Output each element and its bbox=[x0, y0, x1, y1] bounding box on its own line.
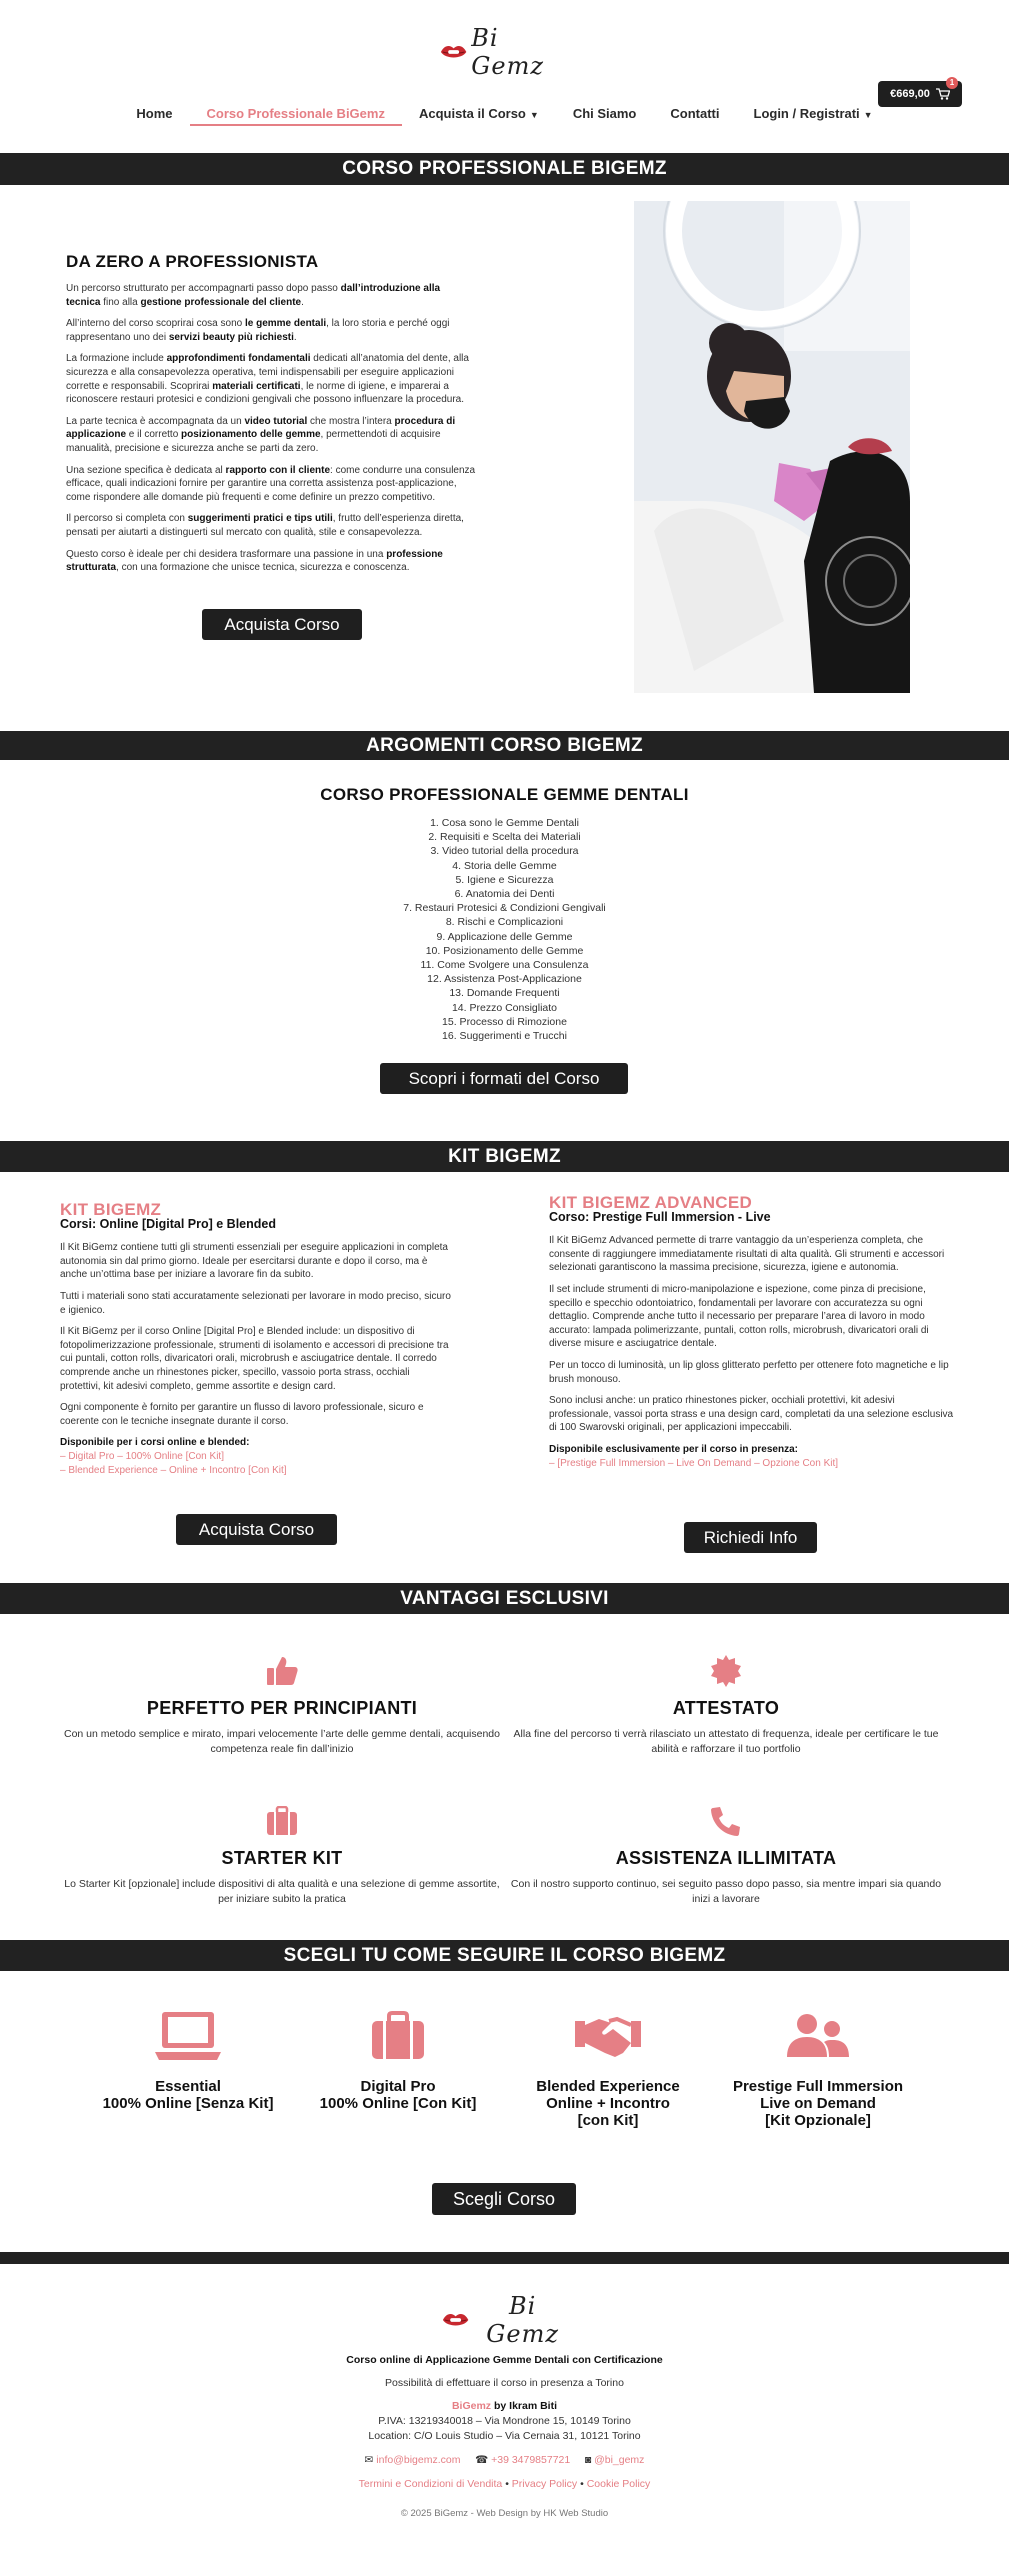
kit-right-title: KIT BIGEMZ ADVANCED bbox=[549, 1193, 753, 1212]
list-item: 8. Rischi e Complicazioni bbox=[445, 916, 564, 929]
list-item: 3. Video tutorial della procedura bbox=[430, 845, 579, 858]
format-label: Essential 100% Online [Senza Kit] bbox=[102, 2078, 274, 2112]
footer-copyright: © 2025 BiGemz - Web Design by HK Web Studio bbox=[400, 2508, 609, 2519]
kit-left-avail-link[interactable]: – Digital Pro – 100% Online [Con Kit] bbox=[60, 1450, 224, 1462]
nav-corso-professionale[interactable]: Corso Professionale BiGemz bbox=[190, 104, 402, 126]
kit-left-paragraph: Il Kit BiGemz per il corso Online [Digital Pro] e Blended include: un dispositivo di fotopolimerizzazione professionale, strumenti di isolamento e accessori di precisione tra cui puntali, cotton rolls, divaricatori orali, microbrush e asciugatrice dentale. Il corredo comprende anche un rhinestones picker, specillo, vassoio porta strass, occhiali protettivi, kit adesivi completo, gemme assortite e design card. bbox=[60, 1326, 449, 1392]
users-icon bbox=[785, 2013, 851, 2059]
logo-text: Bi Gemz bbox=[471, 24, 545, 80]
advantage-text: Lo Starter Kit [opzionale] include dispositivi di alta qualità e una selezione di gemme assortite, per iniziare subito la pratica bbox=[64, 1878, 500, 1905]
footer-brand: BiGemz bbox=[451, 2400, 492, 2412]
format-card[interactable] bbox=[708, 2008, 928, 2129]
list-item: 13. Domande Frequenti bbox=[449, 987, 560, 1000]
nav-chi-siamo[interactable]: Chi Siamo bbox=[572, 106, 637, 121]
argomenti-title: CORSO PROFESSIONALE GEMME DENTALI bbox=[320, 785, 689, 804]
privacy-link[interactable]: Privacy Policy bbox=[511, 2478, 578, 2490]
format-label: Digital Pro 100% Online [Con Kit] bbox=[319, 2078, 477, 2112]
kit-left-paragraph: Il Kit BiGemz contiene tutti gli strumenti essenziali per eseguire applicazioni in completa autonomia sin dal primo giorno. Ideale per esercitarsi durante e dopo il corso, ma è anche un’ottima base per iniziare a lavorare fin da subito. bbox=[60, 1242, 448, 1281]
list-item: 7. Restauri Protesici & Condizioni Gengivali bbox=[403, 902, 606, 915]
hero-photo-illustration bbox=[634, 201, 910, 693]
kit-left-avail-link[interactable]: – Blended Experience – Online + Incontro [Con Kit] bbox=[60, 1464, 287, 1476]
scopri-formati-button[interactable]: Scopri i formati del Corso bbox=[380, 1063, 628, 1094]
kit-acquista-button[interactable]: Acquista Corso bbox=[176, 1514, 337, 1545]
chevron-down-icon: ▼ bbox=[863, 110, 873, 120]
format-label: Prestige Full Immersion Live on Demand [Kit Opzionale] bbox=[732, 2078, 904, 2129]
list-item: 16. Suggerimenti e Trucchi bbox=[442, 1030, 567, 1043]
instagram-icon: ◙ bbox=[584, 2454, 592, 2466]
site-header bbox=[0, 0, 1009, 150]
chevron-down-icon: ▼ bbox=[529, 110, 539, 120]
section1-paragraph: All’interno del corso scoprirai cosa sono le gemme dentali, la loro storia e perché oggi rappresentano uno dei servizi beauty più richiesti. bbox=[66, 318, 450, 343]
hero-photo bbox=[634, 201, 910, 693]
site-logo[interactable] bbox=[440, 24, 570, 80]
kit-right-avail-link[interactable]: – [Prestige Full Immersion – Live On Demand – Opzione Con Kit] bbox=[549, 1457, 839, 1469]
list-item: 12. Assistenza Post-Applicazione bbox=[427, 973, 582, 986]
kit-left-title: KIT BIGEMZ bbox=[60, 1200, 162, 1219]
laptop-icon bbox=[155, 2010, 221, 2062]
kit-left-column bbox=[60, 1200, 452, 1477]
list-item: 2. Requisiti e Scelta dei Materiali bbox=[428, 831, 581, 844]
section-band-vantaggi: VANTAGGI ESCLUSIVI bbox=[0, 1583, 1009, 1614]
cart-icon bbox=[936, 88, 950, 100]
cookie-link[interactable]: Cookie Policy bbox=[586, 2478, 651, 2490]
kit-right-subtitle: Corso: Prestige Full Immersion - Live bbox=[549, 1209, 771, 1224]
kit-right-avail-label: Disponibile esclusivamente per il corso in presenza: bbox=[549, 1443, 798, 1455]
list-item: 15. Processo di Rimozione bbox=[442, 1015, 567, 1028]
main-nav bbox=[0, 104, 1009, 126]
footer-phone[interactable]: +39 3479857721 bbox=[491, 2454, 571, 2466]
footer-instagram[interactable]: @bi_gemz bbox=[594, 2454, 645, 2466]
section1-paragraph: Questo corso è ideale per chi desidera trasformare una passione in una professione strutturata, con una formazione che unisce tecnica, sicurezza e conoscenza. bbox=[66, 548, 443, 574]
section-band-argomenti: ARGOMENTI CORSO BIGEMZ bbox=[0, 731, 1009, 760]
list-item: 1. Cosa sono le Gemme Dentali bbox=[430, 817, 579, 829]
footer-piva: P.IVA: 13219340018 – Via Mondrone 15, 10149 Torino bbox=[378, 2415, 631, 2427]
advantage-title: PERFETTO PER PRINCIPIANTI bbox=[146, 1698, 418, 1718]
list-item: 5. Igiene e Sicurezza bbox=[455, 873, 554, 886]
lips-icon bbox=[440, 42, 467, 62]
kit-right-paragraph: Per un tocco di luminosità, un lip gloss glitterato perfetto per ottenere foto magnetiche e lip brush monouso. bbox=[549, 1359, 949, 1385]
separator: • bbox=[505, 2478, 509, 2490]
format-card[interactable] bbox=[78, 2008, 298, 2112]
list-item: 10. Posizionamento delle Gemme bbox=[425, 944, 584, 957]
briefcase-icon bbox=[266, 1806, 298, 1836]
advantage-text: Alla fine del percorso ti verrà rilasciato un attestato di frequenza, ideale per certificare le tue abilità e rafforzare il tuo portfolio bbox=[513, 1728, 939, 1755]
kit-right-paragraph: Sono inclusi anche: un pratico rhinestones picker, occhiali protettivi, kit adesivi professionale, vassoi porta strass e una design card, completati da una selezione esclusiva di 100 Swarovski originali, per applicazioni impeccabili. bbox=[549, 1395, 954, 1434]
kit-left-availability bbox=[60, 1436, 452, 1477]
advantage-text: Con il nostro supporto continuo, sei seguito passo dopo passo, sia mentre impari sia quando inizi a lavorare bbox=[510, 1878, 942, 1905]
handshake-icon bbox=[575, 2013, 641, 2059]
richiedi-info-button[interactable]: Richiedi Info bbox=[684, 1522, 817, 1553]
footer-logo[interactable] bbox=[442, 2292, 572, 2348]
section1-paragraph: La parte tecnica è accompagnata da un video tutorial che mostra l’intera procedura di applicazione e il corretto posizionamento delle gemme, permettendoti di acquisire manualità, precisione e sicurezza anche se parti da zero. bbox=[66, 415, 456, 454]
list-item: 4. Storia delle Gemme bbox=[452, 859, 557, 872]
argomenti-list bbox=[0, 816, 1009, 1043]
cart-count-badge: 1 bbox=[946, 77, 958, 89]
logo-text: Bi Gemz bbox=[486, 2292, 560, 2348]
list-item: 9. Applicazione delle Gemme bbox=[436, 930, 573, 943]
footer-brand-line bbox=[0, 2400, 1009, 2412]
kit-left-subtitle: Corsi: Online [Digital Pro] e Blended bbox=[60, 1216, 276, 1231]
terms-link[interactable]: Termini e Condizioni di Vendita bbox=[358, 2478, 503, 2490]
cart-button[interactable] bbox=[878, 78, 962, 107]
list-item: 14. Prezzo Consigliato bbox=[451, 1001, 558, 1014]
format-card[interactable] bbox=[498, 2008, 718, 2129]
footer-legal-links bbox=[0, 2478, 1009, 2490]
lips-icon bbox=[442, 2310, 469, 2330]
separator: • bbox=[580, 2478, 584, 2490]
thumbs-up-icon bbox=[265, 1655, 299, 1687]
nav-login-label: Login / Registrati bbox=[753, 106, 860, 121]
list-item: 11. Come Svolgere una Consulenza bbox=[420, 959, 589, 972]
footer-by: by Ikram Biti bbox=[491, 2400, 558, 2412]
kit-left-paragraph: Ogni componente è fornito per garantire un flusso di lavoro professionale, sicuro e coerente con le tecniche insegnate durante il corso. bbox=[60, 1402, 424, 1427]
section1-paragraph: Un percorso strutturato per accompagnarti passo dopo passo dall’introduzione alla tecnica fino alla gestione professionale del cliente. bbox=[66, 283, 441, 308]
kit-right-paragraph: Il Kit BiGemz Advanced permette di trarre vantaggio da un’esperienza completa, che consente di raggiungere immediatamente risultati di alta qualità. Gli strumenti e accessori selezionati garantiscono la massima precisione, sicurezza, igiene e autonomia. bbox=[549, 1235, 945, 1274]
nav-acquista[interactable] bbox=[402, 104, 556, 126]
advantage-title: ATTESTATO bbox=[672, 1698, 780, 1718]
footer-location: Location: C/O Louis Studio – Via Cernaia 31, 10121 Torino bbox=[368, 2430, 641, 2442]
advantage-text: Con un metodo semplice e mirato, impari velocemente l’arte delle gemme dentali, acquisendo competenza reale fin dall’inizio bbox=[64, 1728, 500, 1755]
kit-left-avail-label: Disponibile per i corsi online e blended: bbox=[60, 1437, 250, 1449]
footer-tagline: Corso online di Applicazione Gemme Dentali con Certificazione bbox=[346, 2354, 663, 2366]
section1-paragraph: La formazione include approfondimenti fondamentali dedicati all’anatomia del dente, alla sicurezza e alla consapevolezza operativa, temi indispensabili per eseguire applicazioni corrette e responsabili. Scoprirai materiali certificati, le norme di igiene, e imparerai a riconoscere restauri protesici e condizioni gengivali che possono influenzare la procedura. bbox=[66, 353, 469, 406]
acquista-corso-button[interactable]: Acquista Corso bbox=[202, 609, 362, 640]
nav-acquista-label: Acquista il Corso bbox=[418, 106, 526, 121]
section1-text bbox=[66, 282, 476, 583]
footer-line2: Possibilità di effettuare il corso in presenza a Torino bbox=[385, 2377, 624, 2389]
list-item: 6. Anatomia dei Denti bbox=[454, 888, 555, 901]
advantage-card bbox=[60, 1654, 504, 1756]
kit-right-column bbox=[549, 1193, 957, 1470]
kit-left-paragraph: Tutti i materiali sono stati accuratamente selezionati per lavorare in modo preciso, sicuro e igienico. bbox=[60, 1290, 451, 1316]
section-band-formati: SCEGLI TU COME SEGUIRE IL CORSO BIGEMZ bbox=[0, 1940, 1009, 1971]
scegli-corso-button[interactable]: Scegli Corso bbox=[432, 2183, 576, 2215]
section-band-kit: KIT BIGEMZ bbox=[0, 1141, 1009, 1172]
section1-title: DA ZERO A PROFESSIONISTA bbox=[66, 252, 319, 271]
footer-contacts bbox=[0, 2454, 1009, 2466]
kit-right-availability bbox=[549, 1443, 957, 1470]
advantage-card bbox=[504, 1804, 948, 1906]
briefcase-icon bbox=[370, 2011, 426, 2061]
nav-home[interactable]: Home bbox=[136, 106, 173, 121]
section1-paragraph: Il percorso si completa con suggerimenti pratici e tips utili, frutto dell’esperienza diretta, pensati per aiutarti a distinguerti sul mercato con qualità, stile e consapevolezza. bbox=[66, 513, 464, 538]
advantage-card bbox=[504, 1654, 948, 1756]
format-label: Blended Experience Online + Incontro [con Kit] bbox=[536, 2078, 680, 2129]
cart-total: €669,00 bbox=[890, 88, 930, 100]
certificate-icon bbox=[709, 1654, 743, 1688]
footer-email[interactable]: info@bigemz.com bbox=[376, 2454, 461, 2466]
advantage-title: STARTER KIT bbox=[221, 1848, 343, 1868]
site-footer bbox=[0, 2258, 1009, 2560]
phone-icon: ☎ bbox=[475, 2454, 489, 2466]
section1-paragraph: Una sezione specifica è dedicata al rapporto con il cliente: come condurre una consulenza efficace, quali indicazioni fornire per garantire una corretta assistenza post-applicazione, come rispondere alle domande più frequenti e come definire un prezzo competitivo. bbox=[66, 464, 476, 503]
advantage-title: ASSISTENZA ILLIMITATA bbox=[615, 1848, 837, 1868]
mail-icon: ✉ bbox=[364, 2454, 374, 2466]
section-band-corso: CORSO PROFESSIONALE BIGEMZ bbox=[0, 153, 1009, 185]
nav-contatti[interactable]: Contatti bbox=[670, 106, 720, 121]
advantage-card bbox=[60, 1804, 504, 1906]
format-card[interactable] bbox=[288, 2008, 508, 2112]
nav-login[interactable] bbox=[737, 104, 890, 126]
kit-right-paragraph: Il set include strumenti di micro-manipolazione e ispezione, come pinza di precisione, specillo e specchio odontoiatrico, fondamentali per lavorare con accuratezza su ogni dettaglio. Comprende anche tutto il necessario per preparare l’area di lavoro in modo accurato: lampada polimerizzante, puntali, cotton rolls, microbrush, divaricatori orali di diverse misure e asciugatrice dentale. bbox=[549, 1283, 929, 1350]
phone-icon bbox=[710, 1805, 742, 1837]
